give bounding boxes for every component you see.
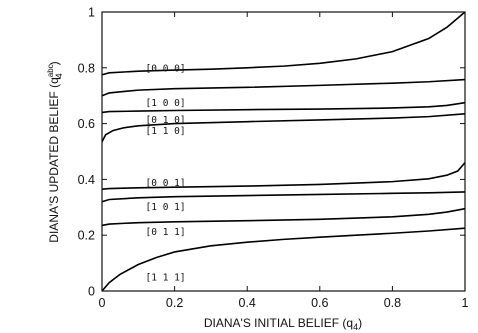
y-tick-label: 0.4 [77, 172, 95, 187]
curve-label: [0 1 1] [145, 227, 186, 239]
y-tick-label: 0.8 [77, 61, 95, 76]
curve-label: [1 1 1] [145, 272, 186, 284]
x-tick-label: 0.4 [238, 296, 256, 310]
y-tick-label: 0.6 [77, 117, 95, 132]
x-tick-label: 1 [461, 296, 469, 310]
curve-label: [0 0 0] [145, 63, 186, 75]
y-tick-label: 0 [88, 284, 95, 299]
curve-label: [1 1 0] [145, 126, 186, 138]
x-axis-label: DIANA'S INITIAL BELIEF $(q_4)$ [203, 316, 363, 332]
y-tick-label: 1 [88, 5, 95, 20]
curve-label: [0 1 0] [145, 114, 186, 126]
series-line-101 [102, 192, 465, 202]
y-axis-label: DIANA'S UPDATED BELIEF $(q^{abc}4)$ [46, 61, 64, 243]
x-tick-label: 0.6 [311, 296, 329, 310]
series-line-100 [102, 80, 465, 96]
x-tick-label: 0.8 [383, 296, 402, 310]
curves-layer [102, 12, 465, 291]
plot-frame [102, 12, 465, 291]
curve-label: [1 0 1] [145, 201, 186, 213]
ticks-layer [78, 6, 469, 311]
x-tick-label: 0 [98, 296, 106, 310]
curve-label: [0 0 1] [145, 178, 186, 190]
x-tick-label: 0.2 [165, 296, 184, 310]
y-tick-label: 0.2 [77, 228, 95, 243]
curve-label: [1 0 0] [145, 98, 186, 110]
